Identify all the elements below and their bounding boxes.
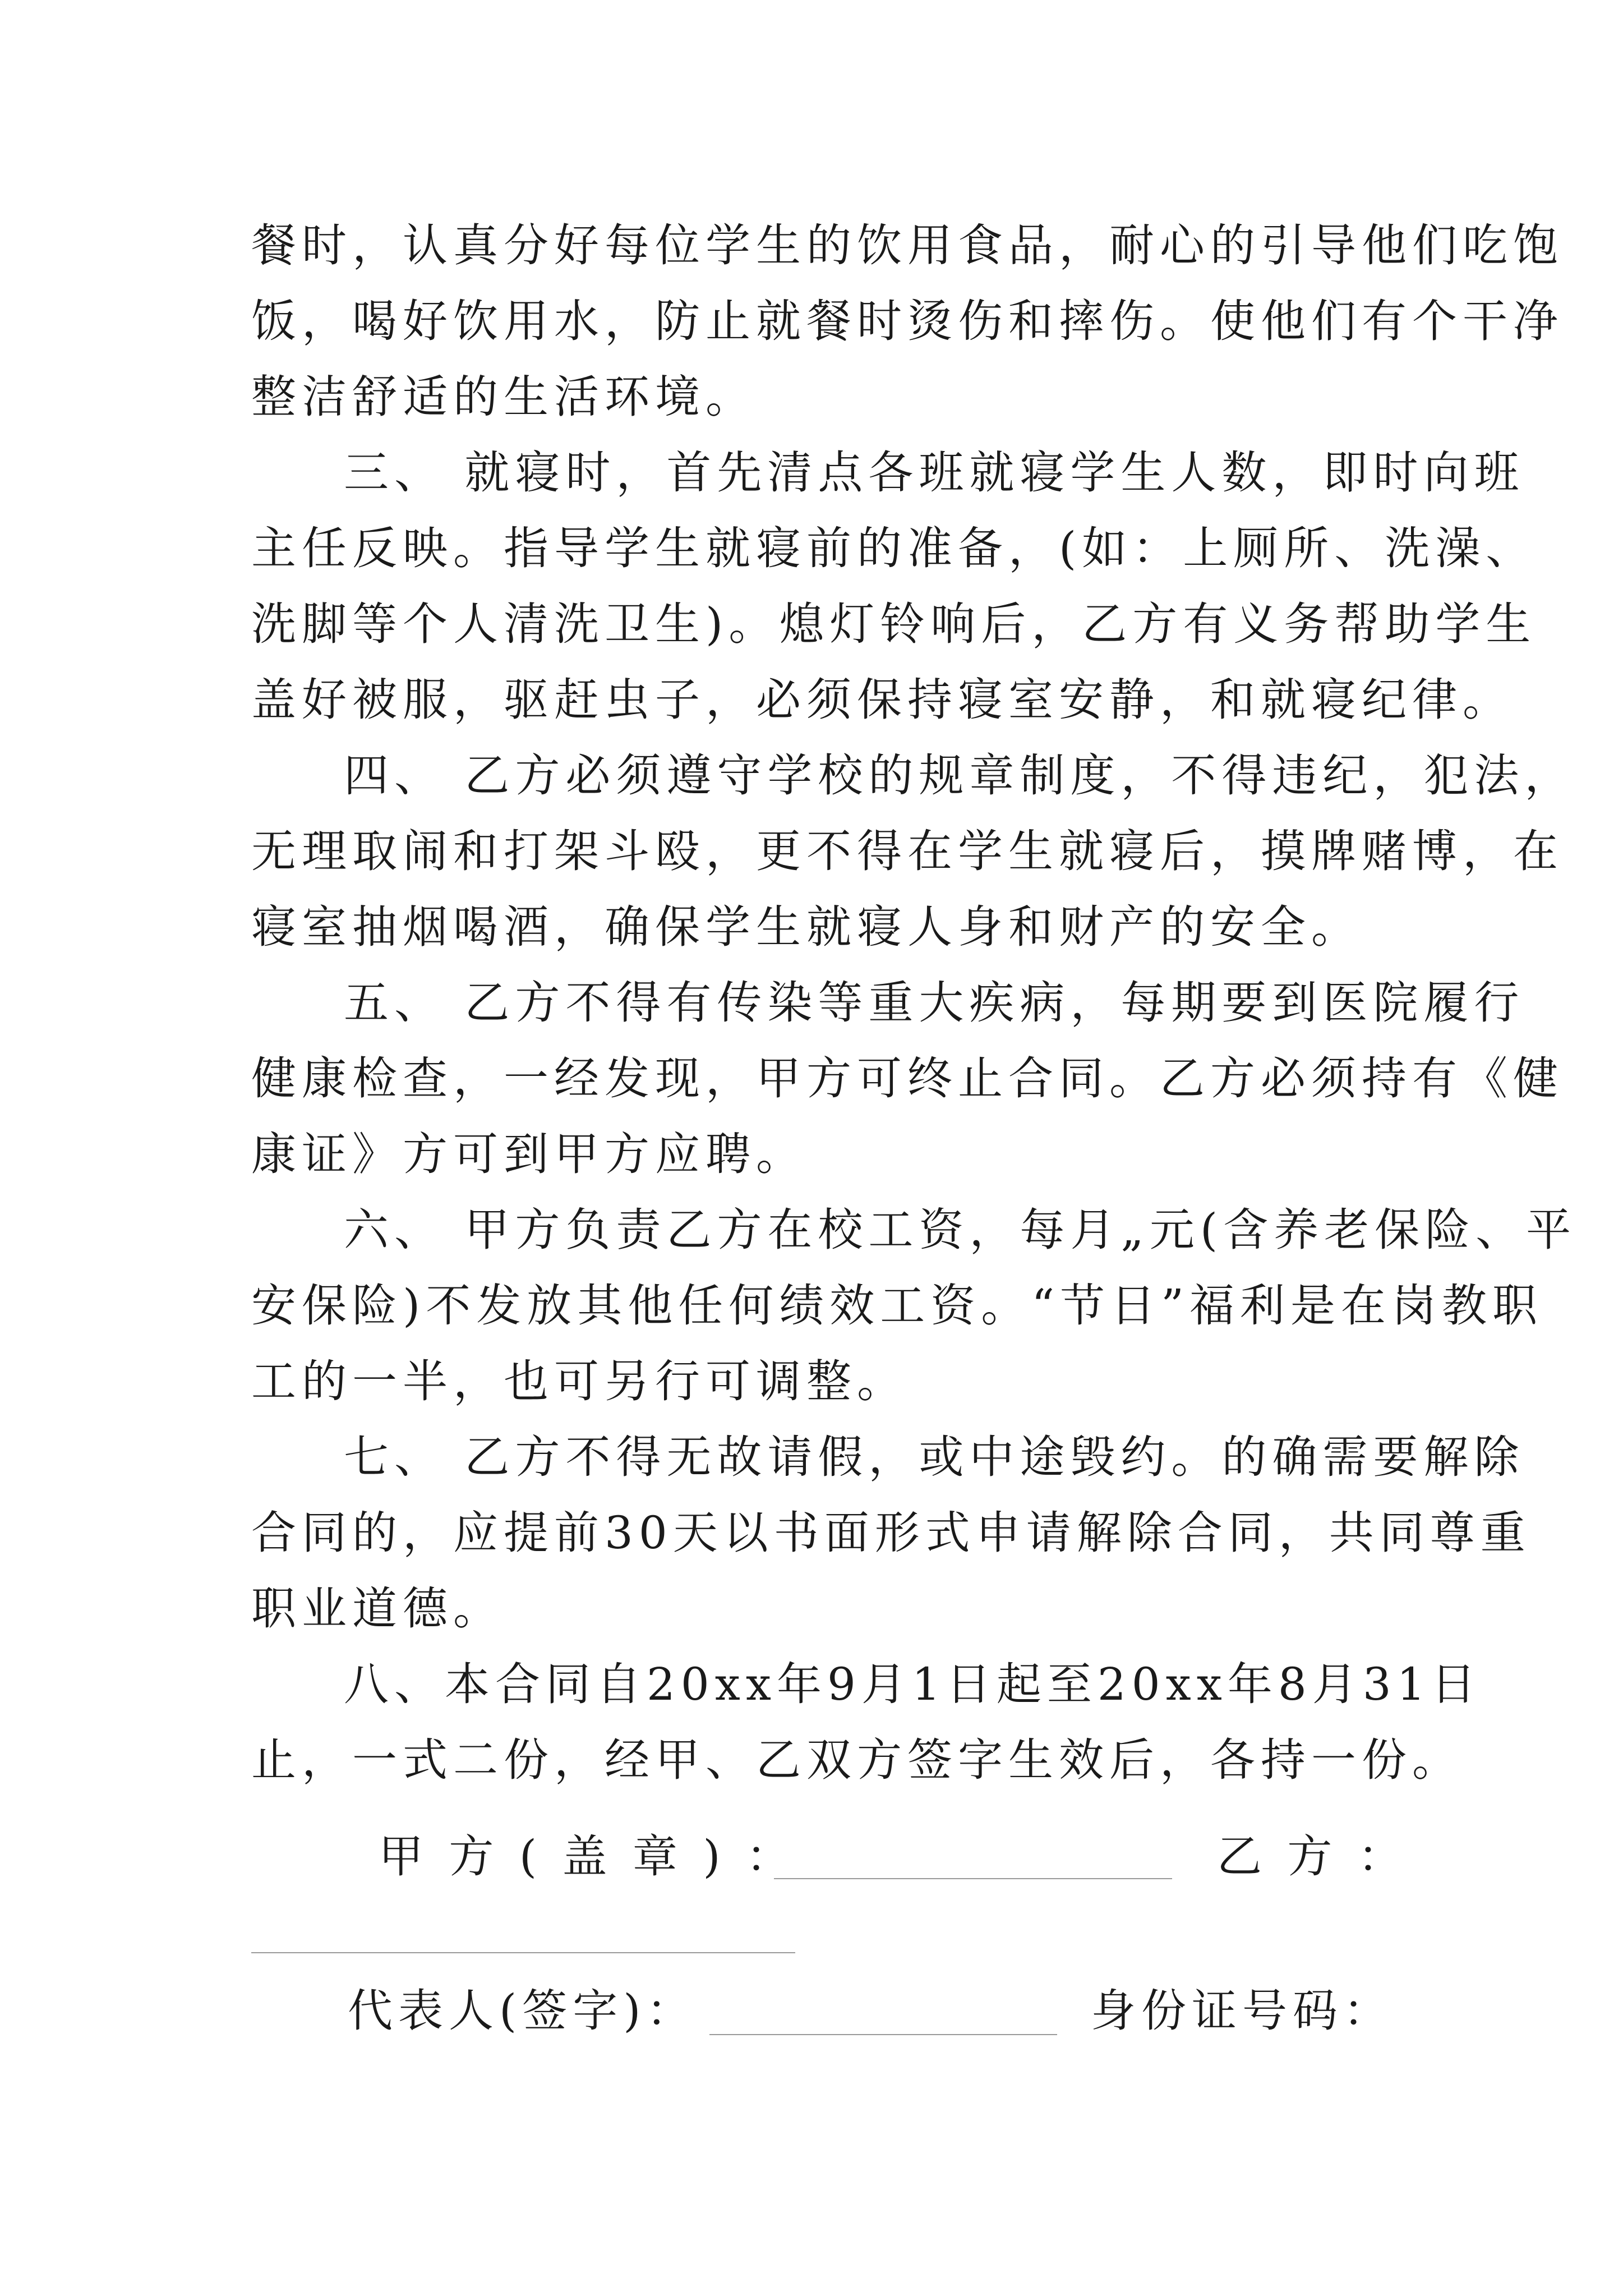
text-line: 无理取闹和打架斗殴，更不得在学生就寝后，摸牌赌博，在 — [251, 825, 1564, 877]
text-line: 洗脚等个人清洗卫生)。熄灯铃响后，乙方有义务帮助学生 — [251, 598, 1537, 650]
text-line: 安保险)不发放其他任何绩效工资。“节日”福利是在岗教职 — [251, 1280, 1543, 1332]
text-line: 盖好被服，驱赶虫子，必须保持寝室安静，和就寝纪律。 — [251, 674, 1513, 726]
clause-7-line: 七、 乙方不得无故请假，或中途毁约。的确需要解除 — [344, 1431, 1525, 1483]
party-a-seal-label: 甲 方 ( 盖 章 ) ： — [379, 1830, 796, 1883]
clause-8-line: 八、本合同自20xx年9月1日起至20xx年8月31日 — [344, 1658, 1482, 1710]
text-line: 健康检查，一经发现，甲方可终止合同。乙方必须持有《健 — [251, 1052, 1564, 1105]
text-line: 餐时，认真分好每位学生的饮用食品，耐心的引导他们吃饱 — [251, 219, 1564, 272]
party-a-signature-blank[interactable] — [774, 1878, 1172, 1879]
party-b-signature-blank[interactable] — [251, 1952, 795, 1953]
clause-5-line: 五、 乙方不得有传染等重大疾病，每期要到医院履行 — [344, 977, 1525, 1029]
representative-signature-blank[interactable] — [709, 2034, 1057, 2035]
clause-4-line: 四、 乙方必须遵守学校的规章制度，不得违纪，犯法， — [344, 749, 1575, 802]
contract-page — [251, 208, 1577, 1798]
text-line: 职业道德。 — [251, 1582, 504, 1635]
text-line: 整洁舒适的生活环境。 — [251, 371, 756, 423]
text-line: 止，一式二份，经甲、乙双方签字生效后，各持一份。 — [251, 1734, 1463, 1786]
text-line: 康证》方可到甲方应聘。 — [251, 1128, 806, 1180]
text-line: 合同的，应提前30天以书面形式申请解除合同，共同尊重 — [251, 1507, 1531, 1559]
text-line: 主任反映。指导学生就寝前的准备，(如：上厕所、洗澡、 — [251, 522, 1537, 574]
id-number-label: 身份证号码： — [1091, 1985, 1394, 2037]
representative-label: 代表人(签字)： — [348, 1985, 697, 2037]
clause-3-line: 三、 就寝时，首先清点各班就寝学生人数，即时向班 — [344, 447, 1525, 499]
clause-6-line: 六、 甲方负责乙方在校工资，每月„元(含养老保险、平 — [344, 1204, 1577, 1256]
text-line: 寝室抽烟喝酒，确保学生就寝人身和财产的安全。 — [251, 901, 1362, 953]
text-line: 工的一半，也可另行可调整。 — [251, 1355, 907, 1407]
party-b-label: 乙 方 ： — [1217, 1830, 1408, 1883]
text-line: 饭，喝好饮用水，防止就餐时烫伤和摔伤。使他们有个干净 — [251, 295, 1564, 347]
